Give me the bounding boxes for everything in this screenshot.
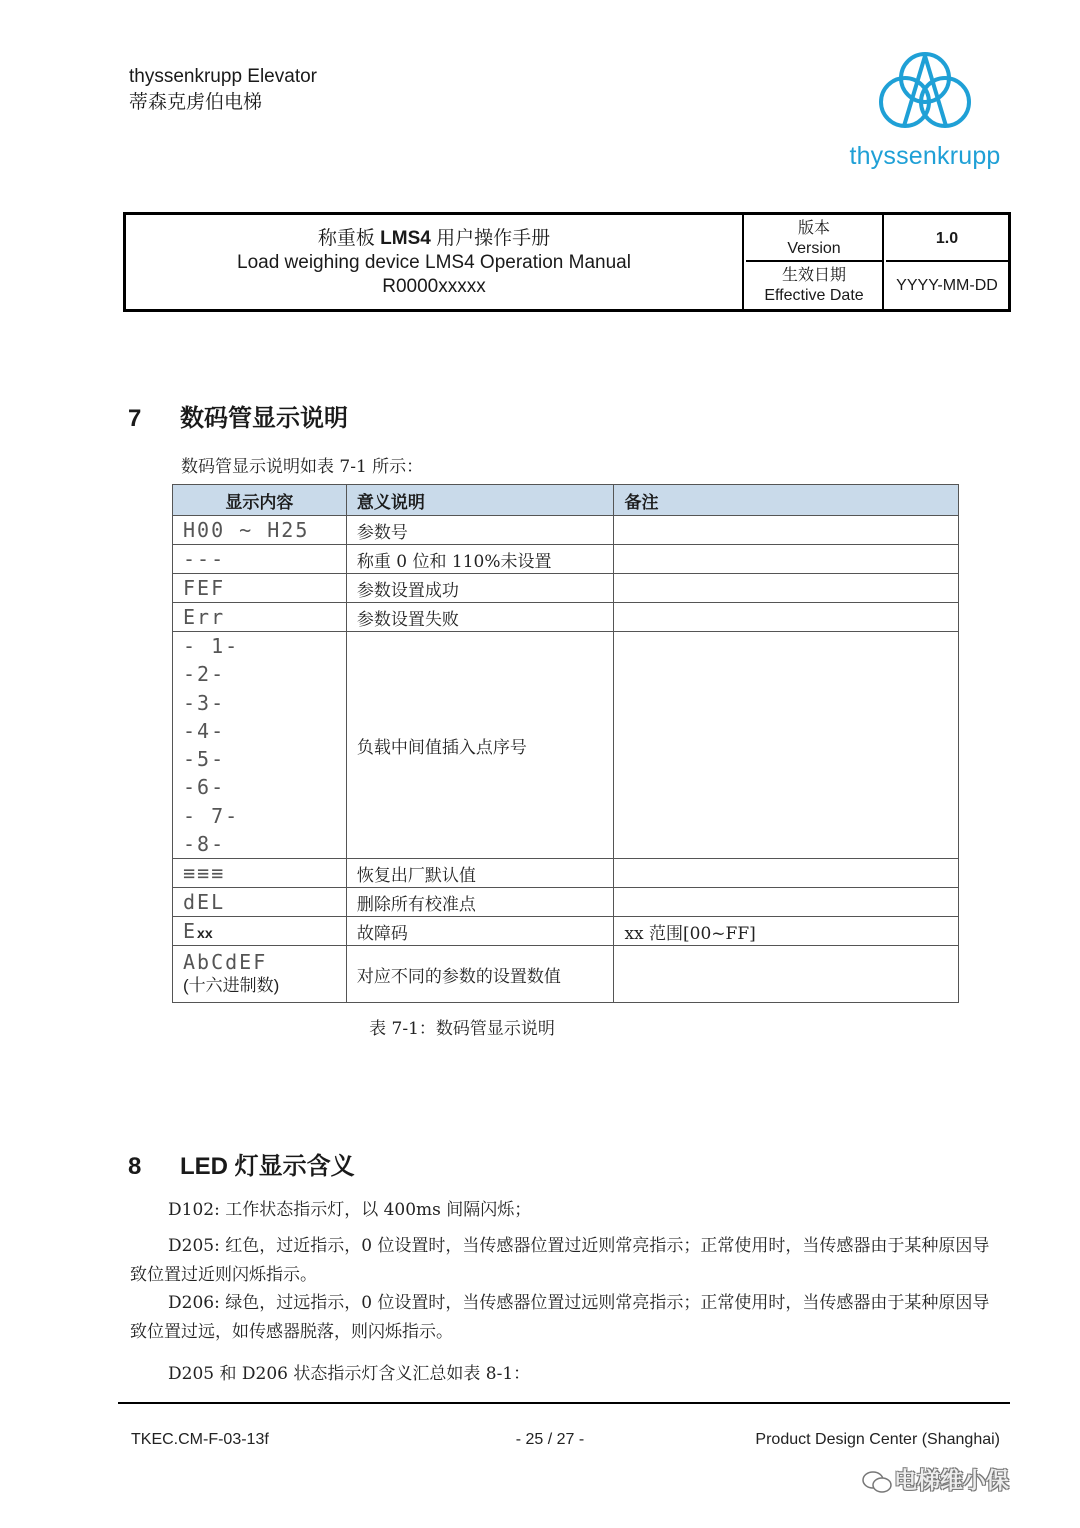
meaning-cell: 参数设置成功: [346, 574, 614, 603]
insert-point-code: -5-: [183, 747, 226, 772]
date-label-cn: 生效日期: [781, 267, 846, 284]
effective-date-label: [746, 262, 884, 309]
section-8-heading: [128, 1146, 355, 1181]
table-caption: 表 7-1：数码管显示说明: [369, 1019, 555, 1039]
note-cell: [614, 603, 959, 632]
paragraph-d206: [130, 1289, 1006, 1347]
note-cell: [614, 859, 959, 888]
table-row: [173, 516, 959, 545]
meaning-cell: 参数设置失败: [346, 603, 614, 632]
table-row: [173, 574, 959, 603]
section-title: 数码管显示说明: [180, 405, 348, 432]
col-header-display: 显示内容: [173, 485, 347, 516]
version-value: 1.0: [886, 215, 1008, 262]
note-cell: [614, 574, 959, 603]
display-cell: FEF: [173, 574, 347, 603]
footer-department: Product Design Center (Shanghai): [755, 1431, 1000, 1448]
section-7-intro: 数码管显示说明如表 7-1 所示：: [181, 457, 424, 477]
version-label-cn: 版本: [797, 220, 830, 237]
insert-point-code: -8-: [183, 832, 226, 857]
paragraph-text: D205: 红色，过近指示，0 位设置时，当传感器位置过近则常亮指示；正常使用时，当传感器由于某种原因导致位置过近则闪烁指示。: [130, 1236, 990, 1285]
logo-wordmark: thyssenkrupp: [849, 142, 1001, 170]
note-cell: [614, 516, 959, 545]
display-cell: H00 ~ H25: [173, 516, 347, 545]
section-7-heading: [128, 398, 348, 433]
document-title-box: [123, 212, 1011, 312]
display-cell: Err: [173, 603, 347, 632]
meaning-cell: 恢复出厂默认值: [346, 859, 614, 888]
logo-rings-icon: [878, 50, 972, 134]
page-number: - 25 / 27 -: [515, 1431, 585, 1448]
note-cell: [614, 888, 959, 917]
insert-point-code: -3-: [183, 690, 226, 715]
doc-number: R0000xxxxx: [382, 276, 486, 297]
meaning-cell: 负载中间值插入点序号: [346, 632, 614, 859]
display-cell-list: [173, 632, 347, 859]
display-cell: ≡≡≡: [173, 859, 347, 888]
title-cn: [126, 227, 742, 251]
table-row: [173, 917, 959, 946]
document-title: [126, 215, 744, 309]
date-label-en: Effective Date: [764, 287, 864, 304]
company-name-en: thyssenkrupp Elevator: [129, 66, 317, 87]
thyssenkrupp-logo: [840, 50, 1010, 180]
hex-value-code: AbCdEF: [183, 950, 268, 975]
watermark: [862, 1462, 1009, 1495]
table-row: [173, 545, 959, 574]
display-cell: ---: [173, 545, 347, 574]
watermark-text: 电梯维小保: [894, 1467, 1009, 1493]
form-number: TKEC.CM-F-03-13f: [131, 1431, 269, 1448]
table-row: [173, 603, 959, 632]
paragraph-d102: [130, 1196, 1006, 1225]
meaning-cell: 参数号: [346, 516, 614, 545]
company-name-cn: 蒂森克虏伯电梯: [129, 92, 263, 113]
paragraph-text: D205 和 D206 状态指示灯含义汇总如表 8-1：: [168, 1364, 531, 1384]
title-cn-pre: 称重板: [317, 228, 381, 249]
display-cell: [173, 917, 347, 946]
footer-divider: [118, 1402, 1010, 1404]
note-cell: [614, 946, 959, 1003]
insert-point-code: - 1-: [183, 634, 240, 658]
section-number: 7: [128, 405, 142, 432]
title-cn-model: LMS4: [380, 228, 431, 249]
title-en: Load weighing device LMS4 Operation Manual: [237, 252, 631, 273]
table-row: [173, 859, 959, 888]
meaning-cell: 对应不同的参数的设置数值: [346, 946, 614, 1003]
table-row: [173, 888, 959, 917]
display-cell: [173, 946, 347, 1003]
table-row: [173, 632, 959, 859]
meaning-cell: 称重 0 位和 110%未设置: [346, 545, 614, 574]
note-cell: [614, 545, 959, 574]
title-cn-post: 用户操作手册: [430, 228, 551, 249]
version-label: [746, 215, 884, 262]
col-header-meaning: 意义说明: [346, 485, 614, 516]
display-code-table: [172, 484, 959, 1003]
company-name: [129, 64, 317, 116]
meaning-cell: 删除所有校准点: [346, 888, 614, 917]
version-label-en: Version: [787, 240, 841, 257]
paragraph-summary: [130, 1360, 1006, 1389]
paragraph-d205: [130, 1232, 1006, 1290]
hex-value-note: (十六进制数): [183, 976, 280, 996]
effective-date-value: YYYY-MM-DD: [896, 277, 998, 294]
note-cell: xx 范围[00~FF]: [614, 917, 959, 946]
meaning-cell: 故障码: [346, 917, 614, 946]
error-code-prefix: E: [183, 919, 198, 944]
section-title: LED 灯显示含义: [180, 1153, 355, 1180]
note-cell: [614, 632, 959, 859]
insert-point-code: -6-: [183, 775, 226, 800]
paragraph-text: D102: 工作状态指示灯，以 400ms 间隔闪烁；: [168, 1200, 532, 1220]
insert-point-code: -4-: [183, 718, 226, 743]
error-code-suffix: xx: [197, 925, 213, 942]
display-cell: dEL: [173, 888, 347, 917]
wechat-icon: [862, 1470, 892, 1494]
paragraph-text: D206: 绿色，过远指示，0 位设置时，当传感器位置过远则常亮指示；正常使用时，当传感器由于某种原因导致位置过远，如传感器脱落，则闪烁指示。: [130, 1293, 990, 1342]
col-header-note: 备注: [614, 485, 959, 516]
table-header-row: [173, 485, 959, 516]
table-row: [173, 946, 959, 1003]
insert-point-code: - 7-: [183, 803, 240, 828]
section-number: 8: [128, 1153, 142, 1180]
insert-point-code: -2-: [183, 662, 226, 687]
